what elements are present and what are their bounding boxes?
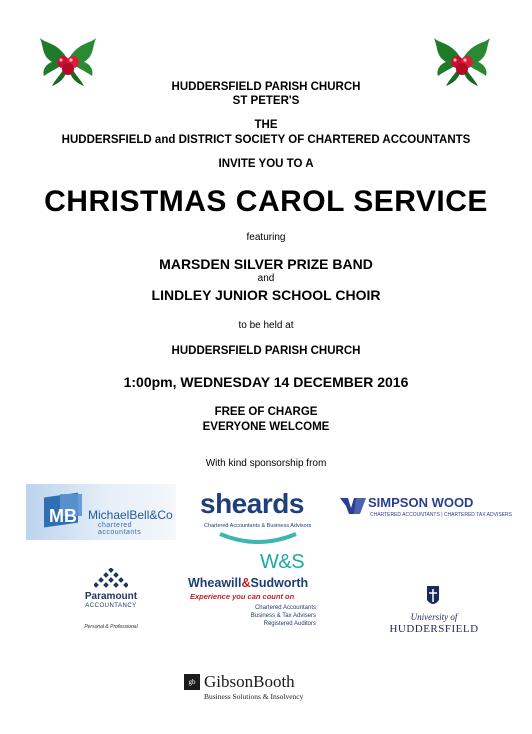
wheawill-mark: W&S [260, 551, 305, 573]
wheawill-slogan: Experience you can count on [190, 592, 295, 601]
band-name: MARSDEN SILVER PRIZE BAND [159, 256, 373, 272]
michaelbell-mark-icon [40, 490, 86, 534]
society-name: HUDDERSFIELD and DISTRICT SOCIETY OF CHARTERED ACCOUNTANTS [61, 134, 471, 146]
wheawill-line2: Business & Tax Advisers [250, 613, 316, 619]
university-crest-icon [426, 586, 440, 608]
wheawill-name-a: Wheawill [188, 576, 242, 590]
paramount-name: Paramount [84, 591, 138, 602]
venue-name: HUDDERSFIELD PARISH CHURCH [171, 345, 361, 357]
featuring-label: featuring [246, 232, 286, 243]
and-label: and [257, 273, 275, 284]
simpsonwood-tagline: CHARTERED ACCOUNTANTS | CHARTERED TAX ADVISERS [370, 512, 512, 518]
simpsonwood-logo [340, 494, 510, 526]
svg-text:MB: MB [49, 506, 77, 526]
michaelbell-tagline: chartered accountants [98, 522, 142, 536]
gibsonbooth-logo [184, 672, 334, 706]
michaelbell-logo [26, 484, 176, 540]
university-logo [382, 586, 492, 642]
invite-line: INVITE YOU TO A [218, 158, 314, 170]
paramount-diamond-icon [94, 568, 128, 590]
church-subtitle: ST PETER'S [232, 95, 300, 107]
everyone-welcome: EVERYONE WELCOME [202, 421, 330, 433]
michaelbell-name: MichaelBell&Co [88, 508, 173, 522]
held-at-label: to be held at [238, 320, 294, 331]
wheawill-line1: Chartered Accountants [254, 605, 316, 611]
free-of-charge: FREE OF CHARGE [214, 406, 318, 418]
university-line1: University of [410, 612, 458, 622]
church-name: HUDDERSFIELD PARISH CHURCH [171, 81, 361, 93]
sheards-swoosh-icon [218, 532, 298, 546]
wheawill-name-b: Sudworth [250, 576, 309, 590]
choir-name: LINDLEY JUNIOR SCHOOL CHOIR [151, 287, 381, 303]
gibsonbooth-tagline: Business Solutions & Insolvency [204, 692, 304, 701]
simpsonwood-mark-icon [340, 496, 366, 516]
paramount-logo [68, 568, 158, 638]
event-title: CHRISTMAS CAROL SERVICE [44, 185, 488, 218]
wheawill-name-amp: & [241, 576, 251, 590]
sheards-name: sheards [200, 488, 304, 519]
university-line2: HUDDERSFIELD [389, 623, 479, 635]
sheards-logo [196, 488, 324, 548]
header-the: THE [254, 119, 278, 131]
gibsonbooth-gb-icon: gb [184, 674, 200, 690]
sheards-tagline: Chartered Accountants & Business Advisors [204, 523, 312, 529]
paramount-tagline: Personal & Professional [84, 624, 138, 630]
gibsonbooth-name: GibsonBooth [204, 672, 295, 691]
event-datetime: 1:00pm, WEDNESDAY 14 DECEMBER 2016 [123, 374, 409, 390]
wheawill-line3: Registered Auditors [263, 621, 316, 627]
sponsorship-label: With kind sponsorship from [205, 458, 327, 469]
simpsonwood-name: SIMPSON WOOD [368, 495, 474, 510]
paramount-sub: ACCOUNTANCY [85, 603, 137, 609]
wheawill-logo [186, 550, 326, 642]
